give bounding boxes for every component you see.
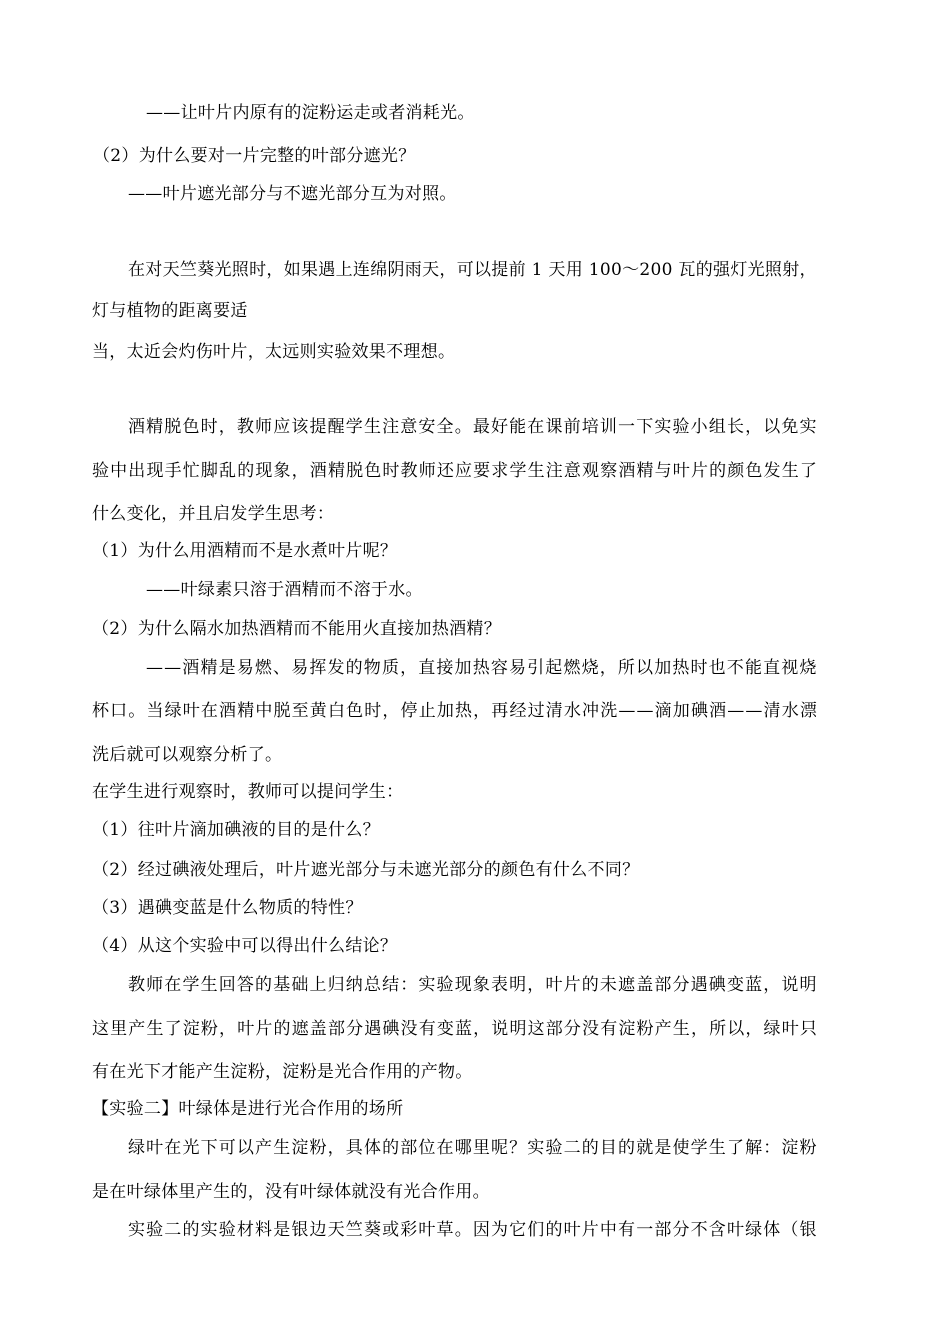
experiment-2-line-3: 实验二的实验材料是银边天竺葵或彩叶草。因为它们的叶片中有一部分不含叶绿体（银 — [128, 1220, 818, 1240]
section-heading-experiment-2: 【实验二】叶绿体是进行光合作用的场所 — [92, 1099, 404, 1119]
observation-intro: 在学生进行观察时，教师可以提问学生： — [92, 782, 404, 802]
answer-line-2: ——叶片遮光部分与不遮光部分互为对照。 — [128, 184, 457, 204]
answer-alcohol-2-line-1: ——酒精是易燃、易挥发的物质，直接加热容易引起燃烧，所以加热时也不能直视烧 — [146, 658, 818, 678]
summary-line-3: 有在光下才能产生淀粉，淀粉是光合作用的产物。 — [92, 1062, 473, 1082]
paragraph-alcohol-line-2: 验中出现手忙脚乱的现象，酒精脱色时教师还应要求学生注意观察酒精与叶片的颜色发生了 — [92, 461, 818, 481]
paragraph-alcohol-line-3: 什么变化，并且启发学生思考： — [92, 504, 335, 524]
answer-line-1: ——让叶片内原有的淀粉运走或者消耗光。 — [146, 103, 475, 123]
summary-line-2: 这里产生了淀粉，叶片的遮盖部分遇碘没有变蓝，说明这部分没有淀粉产生，所以，绿叶只 — [92, 1019, 818, 1039]
paragraph-light-line-1: 在对天竺葵光照时，如果遇上连绵阴雨天，可以提前 1 天用 100～200 瓦的强灯光照射， — [128, 260, 817, 280]
observation-question-1: （1）往叶片滴加碘液的目的是什么？ — [92, 820, 380, 840]
summary-line-1: 教师在学生回答的基础上归纳总结：实验现象表明，叶片的未遮盖部分遇碘变蓝，说明 — [128, 975, 818, 995]
observation-question-4: （4）从这个实验中可以得出什么结论？ — [92, 936, 398, 956]
answer-alcohol-1: ——叶绿素只溶于酒精而不溶于水。 — [146, 580, 423, 600]
experiment-2-line-2: 是在叶绿体里产生的，没有叶绿体就没有光合作用。 — [92, 1182, 490, 1202]
experiment-2-line-1: 绿叶在光下可以产生淀粉，具体的部位在哪里呢？实验二的目的就是使学生了解：淀粉 — [128, 1138, 818, 1158]
question-line-2: （2）为什么要对一片完整的叶部分遮光？ — [93, 146, 416, 166]
observation-question-2: （2）经过碘液处理后，叶片遮光部分与未遮光部分的颜色有什么不同？ — [92, 860, 640, 880]
question-alcohol-1: （1）为什么用酒精而不是水煮叶片呢？ — [92, 541, 398, 561]
paragraph-alcohol-line-1: 酒精脱色时，教师应该提醒学生注意安全。最好能在课前培训一下实验小组长，以免实 — [128, 417, 818, 437]
answer-alcohol-2-line-2: 杯口。当绿叶在酒精中脱至黄白色时，停止加热，再经过清水冲洗——滴加碘酒——清水漂 — [92, 701, 818, 721]
observation-question-3: （3）遇碘变蓝是什么物质的特性？ — [92, 898, 363, 918]
paragraph-light-line-2: 灯与植物的距离要适 — [92, 301, 248, 321]
answer-alcohol-2-line-3: 洗后就可以观察分析了。 — [92, 745, 283, 765]
paragraph-light-line-3: 当，太近会灼伤叶片，太远则实验效果不理想。 — [92, 342, 456, 362]
question-alcohol-2: （2）为什么隔水加热酒精而不能用火直接加热酒精？ — [92, 619, 502, 639]
